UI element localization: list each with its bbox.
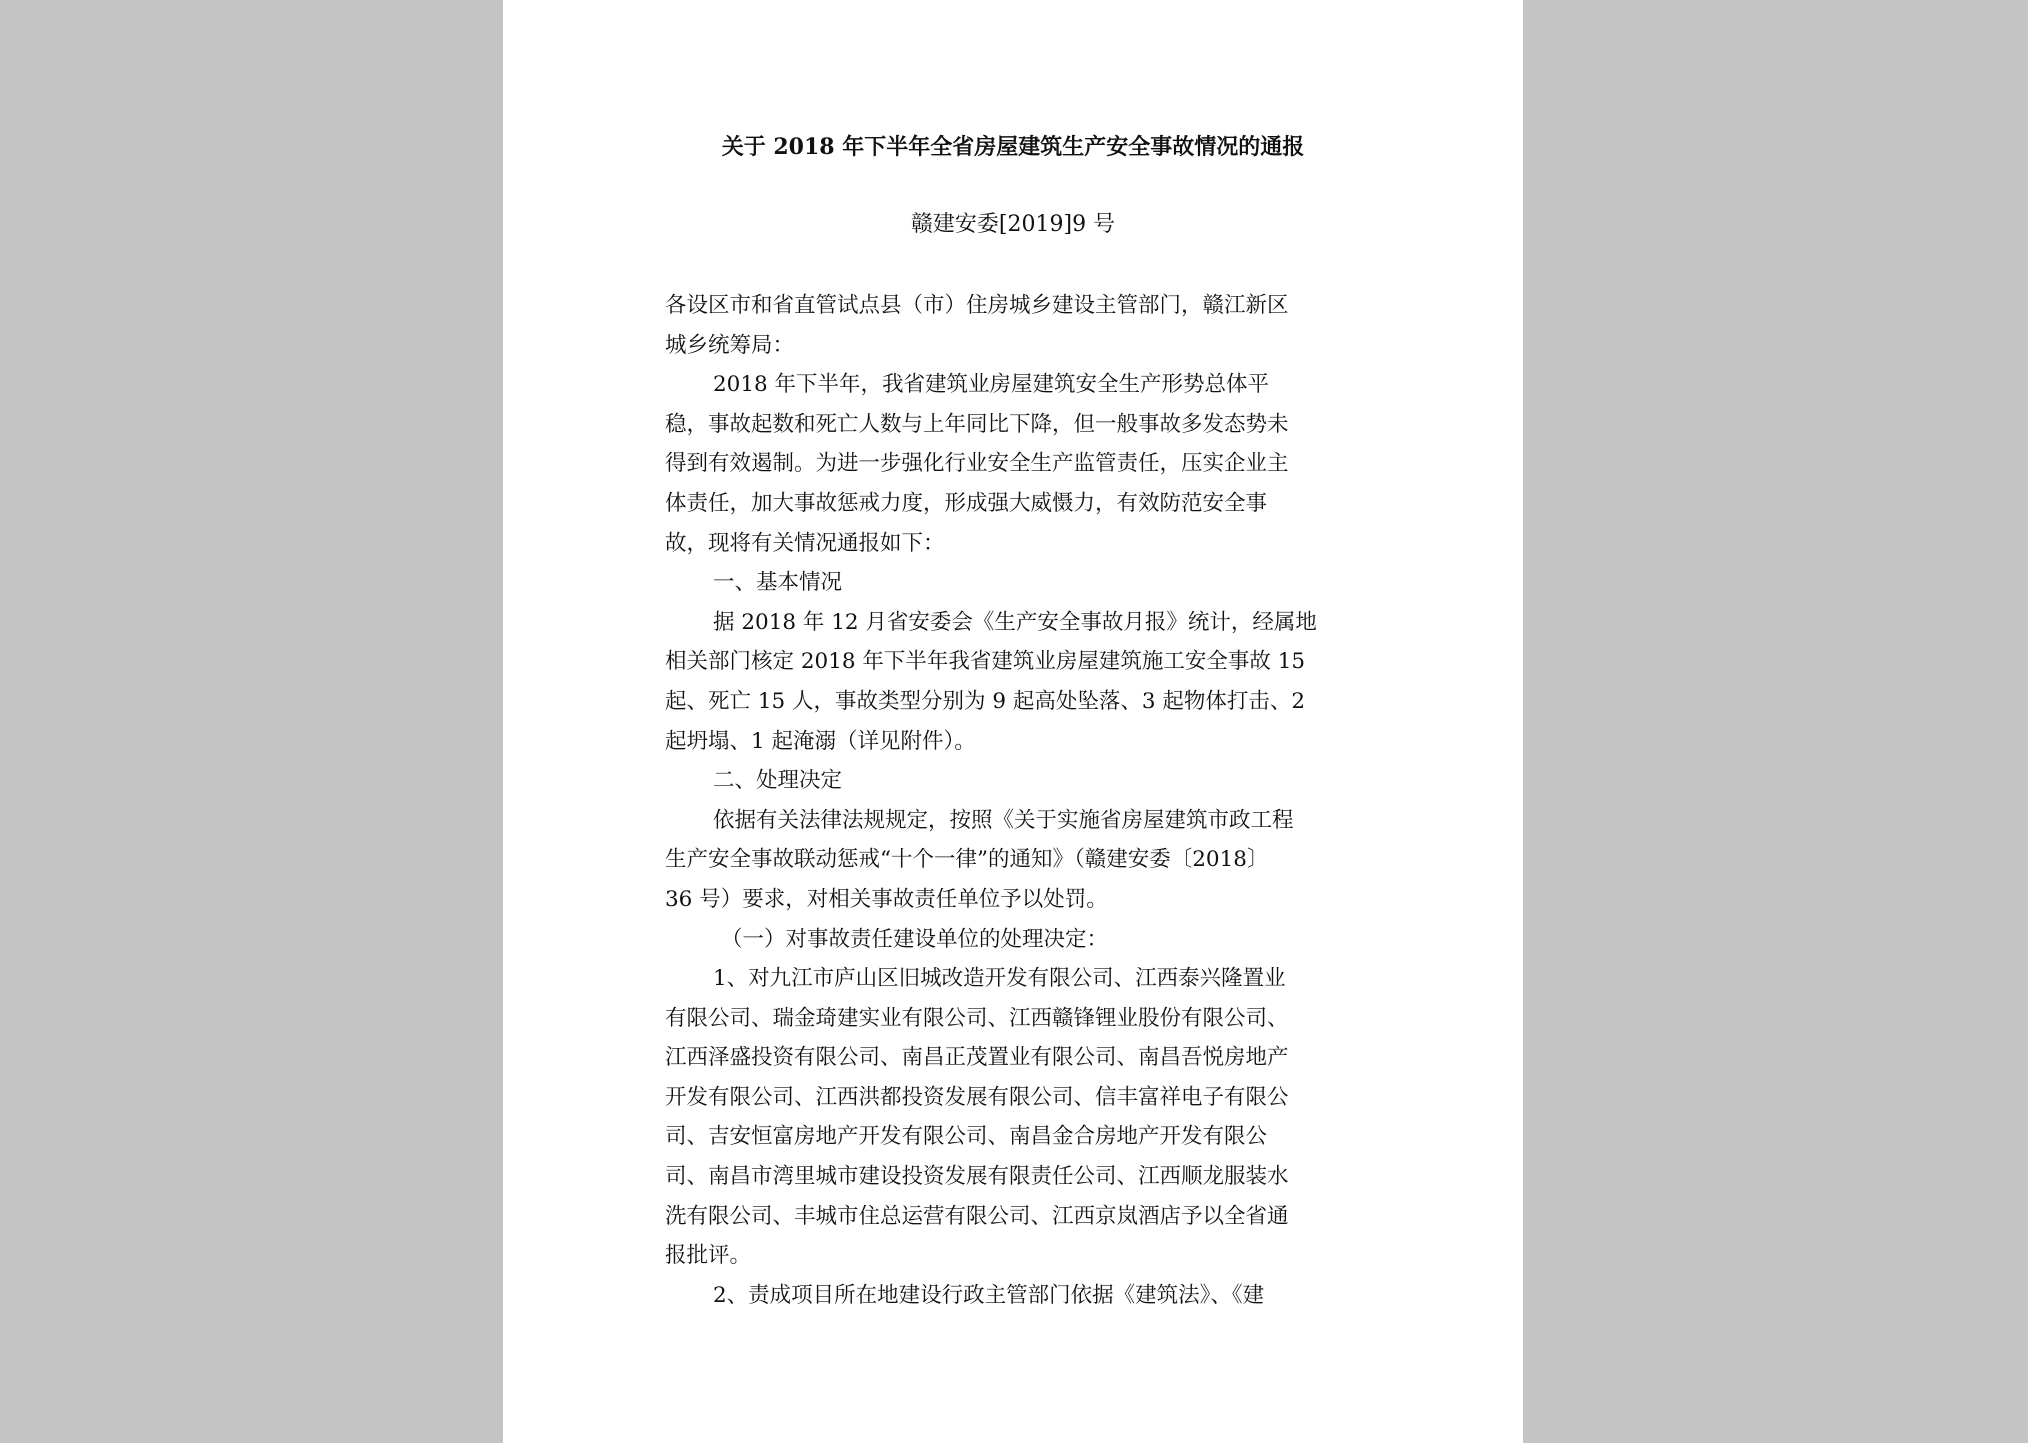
paragraph-line: 1、对九江市庐山区旧城改造开发有限公司、江西泰兴隆置业 <box>713 966 1286 992</box>
paragraph-line: 据 2018 年 12 月省安委会《生产安全事故月报》统计，经属地 <box>713 609 1317 635</box>
paragraph-line: 2、责成项目所在地建设行政主管部门依据《建筑法》、《建 <box>713 1282 1265 1308</box>
paragraph-line: 有限公司、瑞金琦建实业有限公司、江西赣锋锂业股份有限公司、 <box>665 1005 1289 1031</box>
paragraph-line: 起坍塌、1 起淹溺（详见附件）。 <box>665 728 976 754</box>
subsection-heading: （一）对事故责任建设单位的处理决定： <box>721 926 1109 952</box>
section-heading: 二、处理决定 <box>713 768 843 794</box>
paragraph-line: 相关部门核定 2018 年下半年我省建筑业房屋建筑施工安全事故 15 <box>665 649 1306 675</box>
paragraph-line: 2018 年下半年，我省建筑业房屋建筑安全生产形势总体平 <box>713 372 1270 398</box>
paragraph-line: 故，现将有关情况通报如下： <box>665 530 945 556</box>
paragraph-line: 得到有效遏制。为进一步强化行业安全生产监管责任，压实企业主 <box>665 451 1289 477</box>
paragraph-line: 体责任，加大事故惩戒力度，形成强大威慑力，有效防范安全事 <box>665 490 1268 516</box>
paragraph-line: 生产安全事故联动惩戒“十个一律”的通知》（赣建安委〔2018〕 <box>665 847 1269 873</box>
paragraph-line: 司、南昌市湾里城市建设投资发展有限责任公司、江西顺龙服装水 <box>665 1164 1289 1190</box>
paragraph-line: 依据有关法律法规规定，按照《关于实施省房屋建筑市政工程 <box>713 807 1294 833</box>
paragraph-line: 江西泽盛投资有限公司、南昌正茂置业有限公司、南昌吾悦房地产 <box>665 1045 1289 1071</box>
paragraph-line: 起、死亡 15 人，事故类型分别为 9 起高处坠落、3 起物体打击、2 <box>665 688 1306 714</box>
addressee-line: 各设区市和省直管试点县（市）住房城乡建设主管部门，赣江新区 <box>665 293 1289 318</box>
paragraph-line: 司、吉安恒富房地产开发有限公司、南昌金合房地产开发有限公 <box>665 1124 1268 1150</box>
paragraph-line: 开发有限公司、江西洪都投资发展有限公司、信丰富祥电子有限公 <box>665 1084 1289 1110</box>
paragraph-line: 报批评。 <box>665 1243 752 1269</box>
paragraph-line: 稳，事故起数和死亡人数与上年同比下降，但一般事故多发态势未 <box>665 411 1289 437</box>
section-heading: 一、基本情况 <box>713 570 843 596</box>
document-page <box>503 0 1523 1443</box>
paragraph-line: 36 号）要求，对相关事故责任单位予以处罚。 <box>665 886 1108 912</box>
document-number: 赣建安委[2019]9 号 <box>910 212 1116 237</box>
document-title: 关于 2018 年下半年全省房屋建筑生产安全事故情况的通报 <box>721 134 1305 160</box>
paragraph-line: 洗有限公司、丰城市住总运营有限公司、江西京岚酒店予以全省通 <box>665 1203 1289 1229</box>
document-body <box>665 286 1373 1315</box>
addressee-line: 城乡统筹局： <box>665 332 795 358</box>
